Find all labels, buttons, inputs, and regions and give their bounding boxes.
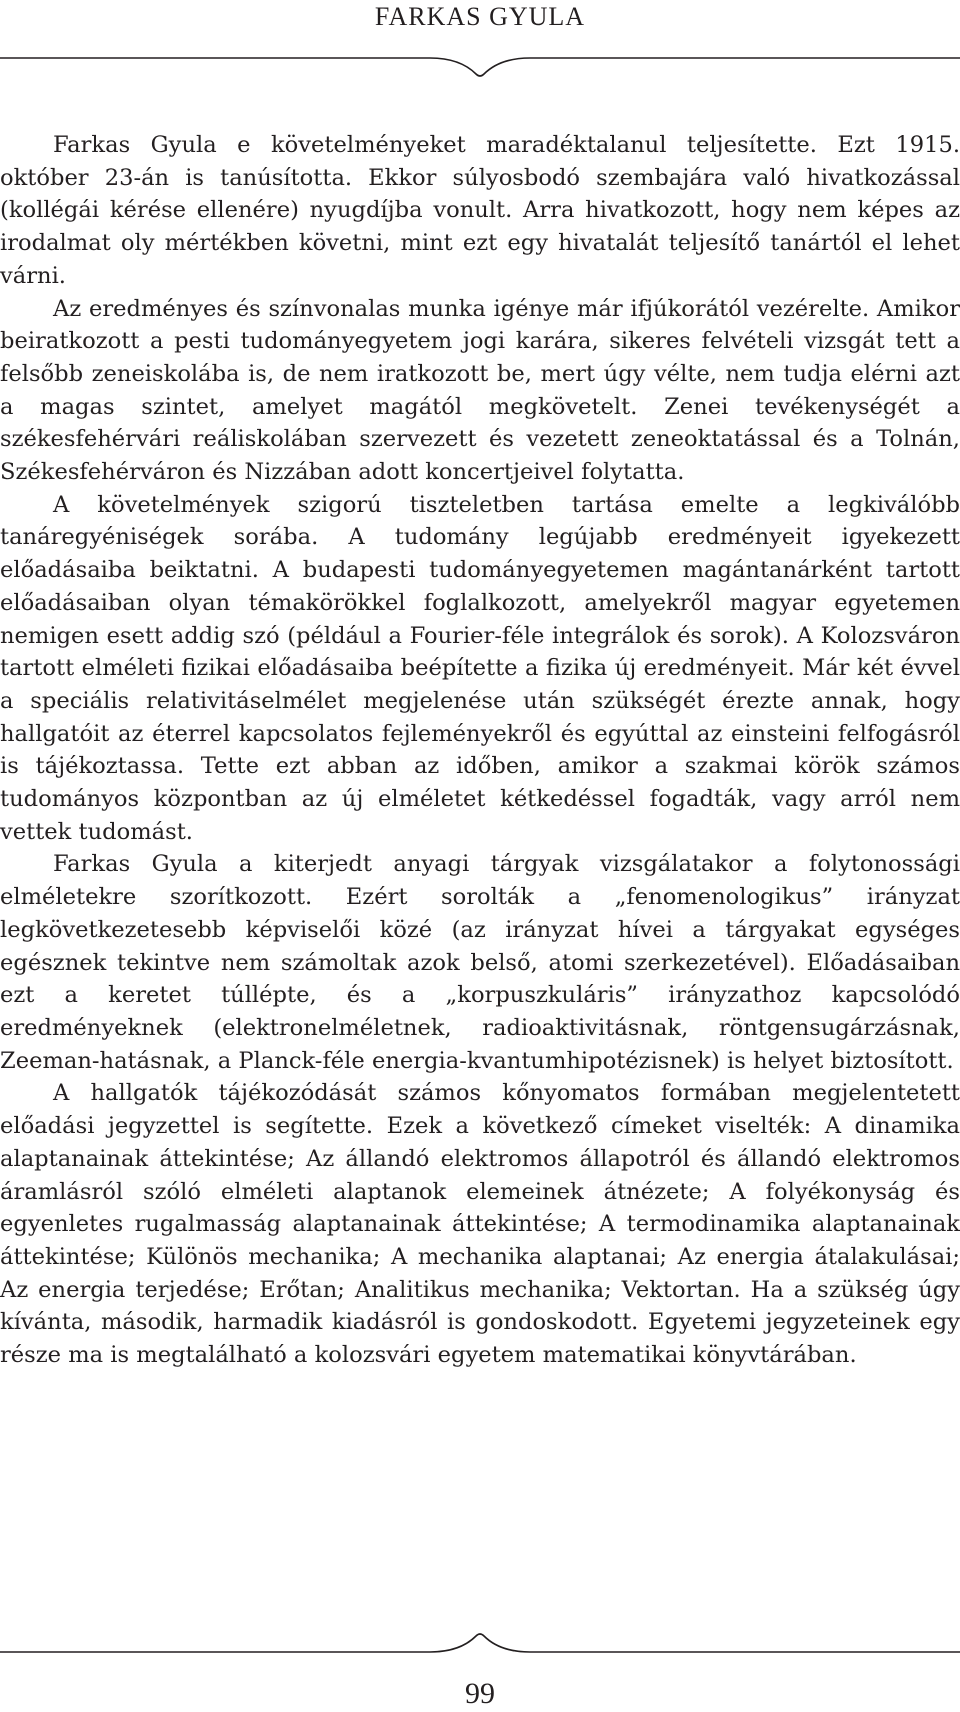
- paragraph: Az eredményes és színvonalas munka igénye már ifjúkorától vezérelte. Amikor beiratkozott a pesti tudományegyetem jogi karára, sikeres felvételi vizsgát tett a felsőbb zeneiskolába is, de nem iratkozott be, mert úgy vélte, nem tudja elérni azt a magas szintet, amelyet magától megkövetelt. Zenei tevékenységét a székesfehérvári reáliskolában szervezett és vezetett zeneoktatással és a Tolnán, Székesfehérváron és Nizzában adott koncertjeivel folytatta.: [0, 295, 960, 486]
- running-head-title: FARKAS GYULA: [374, 2, 586, 31]
- header-ornament-divider: [0, 46, 960, 80]
- paragraph: Farkas Gyula e követelményeket maradéktalanul teljesítette. Ezt 1915. október 23-án is tanúsította. Ekkor súlyosbodó szembajára való hivatkozással (kollégái kérése ellenére) nyugdíjba vonult. Arra hivatkozott, hogy nem képes az irodalmat oly mértékben követni, mint ezt egy hivatalát teljesítő tanártól el lehet várni.: [0, 132, 960, 289]
- footer-ornament-divider: [0, 1630, 960, 1664]
- body-text: [0, 129, 960, 1372]
- page-number: 99: [465, 1677, 495, 1710]
- paragraph: Farkas Gyula a kiterjedt anyagi tárgyak vizsgálatakor a folytonossági elméletekre szorítkozott. Ezért sorolták a „fenomenologikus” irányzat legkövetkezetesebb képviselői közé (az irányzat hívei a tárgyakat egységes egésznek tekintve nem számoltak azok belső, atomi szerkezetével). Előadásaiban ezt a keretet túllépte, és a „korpuszkuláris” irányzathoz kapcsolódó eredményeknek (elektronelméletnek, radioaktivitásnak, röntgensugárzásnak, Zeeman-hatásnak, a Planck-féle energia-kvantumhipotézisnek) is helyet biztosított.: [0, 851, 960, 1074]
- paragraph: A hallgatók tájékozódását számos kőnyomatos formában megjelentetett előadási jegyzettel is segítette. Ezek a következő címeket viselték: A dinamika alaptanainak áttekintése; Az állandó elektromos állapotról és állandó elektromos áramlásról szóló elméleti alaptanok elemeinek átnézete; A folyékonyság és egyenletes rugalmasság alaptanainak áttekintése; A termodinamika alaptanainak áttekintése; Különös mechanika; A mechanika alaptanai; Az energia átalakulásai; Az energia terjedése; Erőtan; Analitikus mechanika; Vektortan. Ha a szükség úgy kívánta, második, harmadik kiadásról is gondoskodott. Egyetemi jegyzeteinek egy része ma is megtalálható a kolozsvári egyetem matematikai könyvtárában.: [0, 1080, 960, 1369]
- paragraph: A követelmények szigorú tiszteletben tartása emelte a legkiválóbb tanáregyéniségek sorába. A tudomány legújabb eredményeit igyekezett előadásaiba beiktatni. A budapesti tudományegyetemen magántanárként tartott előadásaiban olyan témakörökkel foglalkozott, amelyekről magyar egyetemen nemigen esett addig szó (például a Fourier-féle integrálok és sorok). A Kolozsváron tartott elméleti fizikai előadásaiba beépítette a fizika új eredményeit. Már két évvel a speciális relativitáselmélet megjelenése után szükségét érezte annak, hogy hallgatóit az éterrel kapcsolatos fejleményekről és egyúttal az einsteini felfogásról is tájékoztassa. Tette ezt abban az időben, amikor a szakmai körök számos tudományos központban az új elméletet kétkedéssel fogadták, vagy arról nem vettek tudomást.: [0, 491, 960, 845]
